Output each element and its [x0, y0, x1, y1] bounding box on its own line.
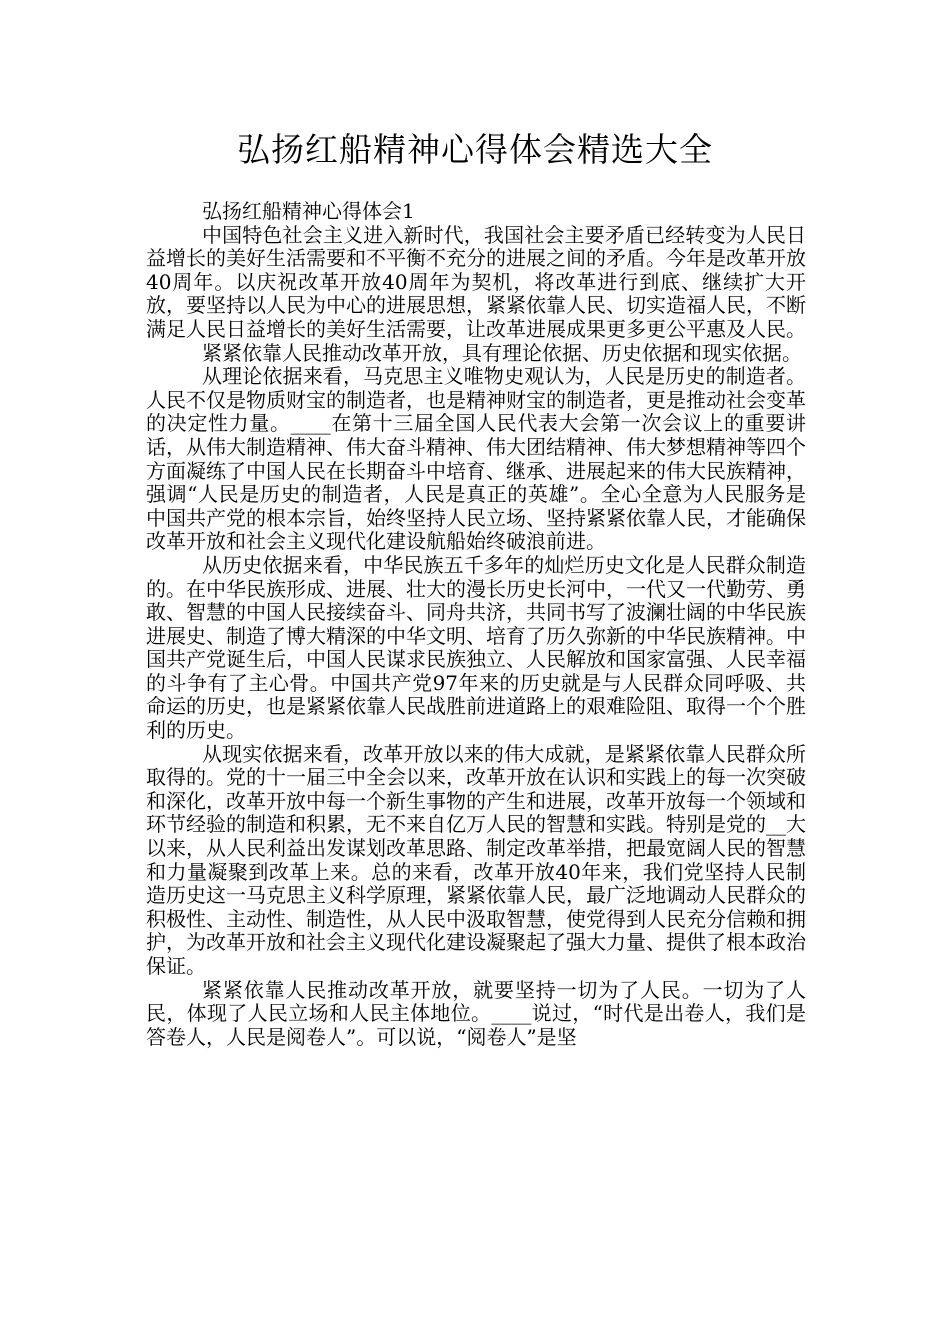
body-paragraph: 从现实依据来看，改革开放以来的伟大成就，是紧紧依靠人民群众所取得的。党的十一届三中全会以来，改革开放在认识和实践上的每一次突破和深化，改革开放中每一个新生事物的产生和进展，改革开放每一个领域和环节经验的制造和积累，无不来自亿万人民的智慧和实践。特别是党的__大以来，从人民利益出发谋划改革思路、制定改革举措，把最宽阔人民的智慧和力量凝聚到改革上来。总的来看，改革开放40年来，我们党坚持人民制造历史这一马克思主义科学原理，紧紧依靠人民，最广泛地调动人民群众的积极性、主动性、制造性，从人民中汲取智慧，使党得到人民充分信赖和拥护，为改革开放和社会主义现代化建设凝聚起了强大力量、提供了根本政治保证。 — [146, 741, 806, 978]
body-paragraph: 中国特色社会主义进入新时代，我国社会主要矛盾已经转变为人民日益增长的美好生活需要和不平衡不充分的进展之间的矛盾。今年是改革开放40周年。以庆祝改革开放40周年为契机，将改革进行到底、继续扩大开放，要坚持以人民为中心的进展思想，紧紧依靠人民、切实造福人民，不断满足人民日益增长的美好生活需要，让改革进展成果更多更公平惠及人民。 — [146, 222, 806, 341]
document-body — [146, 200, 806, 1049]
section-heading: 弘扬红船精神心得体会1 — [202, 199, 415, 223]
body-paragraph: 从历史依据来看，中华民族五千多年的灿烂历史文化是人民群众制造的。在中华民族形成、进展、壮大的漫长历史长河中，一代又一代勤劳、勇敢、智慧的中国人民接续奋斗、同舟共济，共同书写了波澜壮阔的中华民族进展史、制造了博大精深的中华文明、培育了历久弥新的中华民族精神。中国共产党诞生后，中国人民谋求民族独立、人民解放和国家富强、人民幸福的斗争有了主心骨。中国共产党97年来的历史就是与人民群众同呼吸、共命运的历史，也是紧紧依靠人民战胜前进道路上的艰难险阻、取得一个个胜利的历史。 — [146, 552, 806, 743]
body-paragraph: 从理论依据来看，马克思主义唯物史观认为，人民是历史的制造者。人民不仅是物质财宝的制造者，也是精神财宝的制造者，更是推动社会变革的决定性力量。____在第十三届全国人民代表大会第一次会议上的重要讲话，从伟大制造精神、伟大奋斗精神、伟大团结精神、伟大梦想精神等四个方面凝练了中国人民在长期奋斗中培育、继承、进展起来的伟大民族精神，强调“人民是历史的制造者，人民是真正的英雄”。全心全意为人民服务是中国共产党的根本宗旨，始终坚持人民立场、坚持紧紧依靠人民，才能确保改革开放和社会主义现代化建设航船始终破浪前进。 — [146, 364, 806, 554]
body-paragraph: 紧紧依靠人民推动改革开放，具有理论依据、历史依据和现实依据。 — [202, 340, 802, 365]
document-title: 弘扬红船精神心得体会精选大全 — [237, 130, 713, 169]
body-paragraph: 紧紧依靠人民推动改革开放，就要坚持一切为了人民。一切为了人民，体现了人民立场和人民主体地位。____说过，“时代是出卷人，我们是答卷人，人民是阅卷人”。可以说，“阅卷人”是坚 — [146, 977, 806, 1049]
